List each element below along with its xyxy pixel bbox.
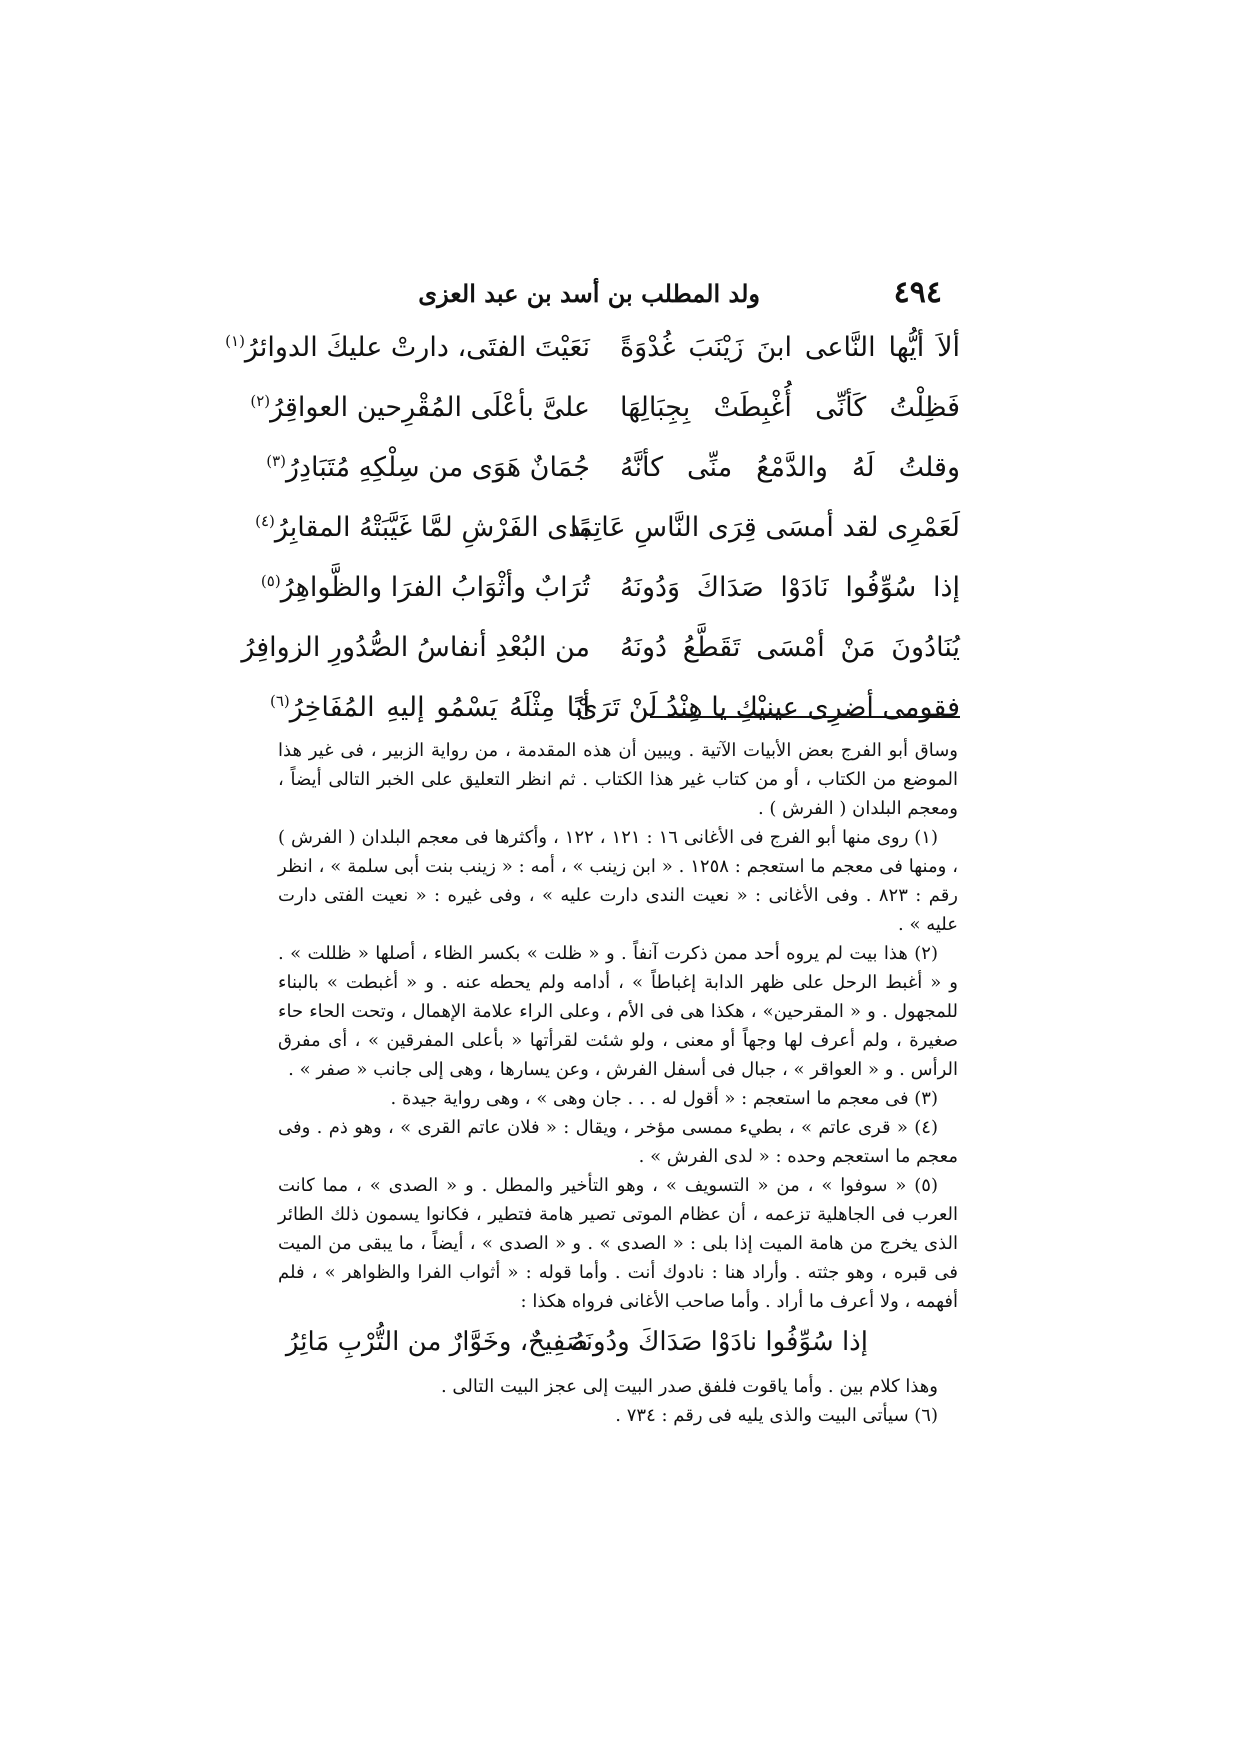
quoted-first-hemistich: إذا سُوِّفُوا نادَوْا صَدَاكَ ودُونَهُ	[571, 1327, 868, 1357]
verse-1	[225, 332, 960, 392]
verse-second-hemistich: علىَّ بأعْلَى المُقْرِحين العواقِرُ$^{(٢)}$	[250, 392, 590, 423]
footnote-divider	[650, 716, 960, 718]
verse-first-hemistich: فقومى أضرِى عينيْكِ يا هِنْدُ لَنْ تَرَىْ	[576, 692, 960, 723]
quoted-verse	[278, 1318, 958, 1366]
verse-second-hemistich: تُرَابٌ وأثْوَابُ الفرَا والظَّواهِرُ$^{(٥)}$	[260, 572, 590, 603]
verse-first-hemistich: ألاَ أيُّها النَّاعى ابنَ زَيْنَبَ غُدْوَةً	[620, 332, 960, 363]
note-intro: وساق أبو الفرج بعض الأبيات الآتية . ويبين أن هذه المقدمة ، من رواية الزبير ، فى غير هذا الموضع من الكتاب ، أو من كتاب غير هذا الكتاب . ثم انظر التعليق على الخبر التالى أيضاً ، ومعجم البلدان ( الفرش ) .	[278, 740, 958, 819]
verse-5	[260, 572, 960, 632]
footnote-ref: (٥)	[260, 572, 281, 590]
footnote-ref: (٤)	[255, 512, 275, 530]
verse-second-hemistich: بذى الفَرْشِ لمَّا غَيَّبَتْهُ المقابِرُ$^{(٤)}$	[255, 512, 590, 543]
footnote-3: (٣) فى معجم ما استعجم : « أقول له . . . جان وهى » ، وهى رواية جيدة .	[390, 1088, 938, 1109]
verse-second-hemistich: أبًا مِثْلَهُ يَسْمُو إليهِ المُفَاخِرُ$^{(٦)}$	[270, 692, 590, 723]
poem	[225, 332, 960, 752]
footnote-5: (٥) « سوفوا » ، من « التسويف » ، وهو التأخير والمطل . و « الصدى » ، مما كانت العرب فى الجاهلية تزعمه ، أن عظام الموتى تصير هامة فتطير ، فكانوا يسمون ذلك الطائر الذى يخرج من هامة الميت إذا بلى : « الصدى » . و « الصدى » ، أيضاً ، ما يبقى من الميت فى قبره ، وهو جثته . وأراد هنا : نادوك أنت . وأما قوله : « أثواب الفرا والظواهر » ، فلم أفهمه ، ولا أعرف ما أراد . وأما صاحب الأغانى فرواه هكذا :	[278, 1175, 958, 1312]
running-head: ولد المطلب بن أسد بن عبد العزى	[418, 279, 760, 308]
footnote-ref: (٦)	[270, 692, 290, 710]
verse-3	[266, 452, 960, 512]
page-number: ٤٩٤	[893, 275, 942, 310]
verse-second-hemistich: من البُعْدِ أنفاسُ الصُّدُورِ الزوافِرُ	[241, 632, 590, 663]
footnote-5-end: وهذا كلام بين . وأما ياقوت فلفق صدر البيت إلى عجز البيت التالى .	[440, 1376, 938, 1397]
verse-6	[241, 632, 960, 692]
verse-first-hemistich: لَعَمْرِى لقد أمسَى قِرَى النَّاسِ عَاتِمًا	[569, 512, 960, 543]
footnote-4: (٤) « قرى عاتم » ، بطيء ممسى مؤخر ، ويقال : « فلان عاتم القرى » ، وهو ذم . وفى معجم ما استعجم وحده : « لدى الفرش » .	[278, 1117, 958, 1167]
verse-first-hemistich: وقلتُ لَهُ والدَّمْعُ منِّى كأنَّهُ	[620, 452, 960, 483]
verse-second-hemistich: نَعَيْتَ الفتَى، دارتْ عليكَ الدوائرُ$^{(١)}$	[225, 332, 590, 363]
verse-4	[255, 512, 960, 572]
verse-first-hemistich: يُنَادُونَ مَنْ أمْسَى تَقَطَّعُ دُونَهُ	[620, 632, 960, 663]
verse-first-hemistich: إذا سُوِّفُوا نَادَوْا صَدَاكَ وَدُونَهُ	[620, 572, 960, 603]
footnote-2: (٢) هذا بيت لم يروه أحد ممن ذكرت آنفاً . و « ظلت » بكسر الظاء ، أصلها « ظللت » . و « أغبط الرحل على ظهر الدابة إغباطاً » ، أدامه ولم يحطه عنه . و « أغبطت » بالبناء للمجهول . و « المقرحين» ، هكذا هى فى الأم ، وعلى الراء علامة الإهمال ، وتحت الحاء حاء صغيرة ، ولم أعرف لها وجهاً أو معنى ، ولو شئت لقرأتها « بأعلى المفرقين » ، أى مفرق الرأس . و « العواقر » ، جبال فى أسفل الفرش ، وعن يسارها ، وهى إلى جانب « صفر » .	[278, 943, 958, 1080]
footnote-ref: (١)	[225, 332, 245, 350]
verse-first-hemistich: فَظِلْتُ كَأنِّى أُغْبِطَتْ بِجِبَالِهَا	[620, 392, 960, 423]
footnote-ref: (٢)	[250, 392, 271, 410]
quoted-second-hemistich: صَفِيحٌ، وخَوَّارٌ من التُّرْبِ مَائِرُ	[285, 1327, 588, 1357]
footnote-6: (٦) سيأتى البيت والذى يليه فى رقم : ٧٣٤ .	[615, 1405, 938, 1426]
verse-2	[250, 392, 960, 452]
footnotes	[278, 736, 958, 1430]
footnote-1: (١) روى منها أبو الفرج فى الأغانى ١٦ : ١٢١ ، ١٢٢ ، وأكثرها فى معجم البلدان ( الفرش ) ، ومنها فى معجم ما استعجم : ١٢٥٨ . « ابن زينب » ، أمه : « زينب بنت أبى سلمة » ، انظر رقم : ٨٢٣ . وفى الأغانى : « نعيت الندى دارت عليه » ، وفى غيره : « نعيت الفتى دارت عليه » .	[278, 827, 958, 935]
page-header	[418, 275, 950, 315]
verse-second-hemistich: جُمَانٌ هَوَى من سِلْكِهِ مُتَبَادِرُ$^{(٣)}$	[266, 452, 590, 483]
footnote-ref: (٣)	[266, 452, 286, 470]
